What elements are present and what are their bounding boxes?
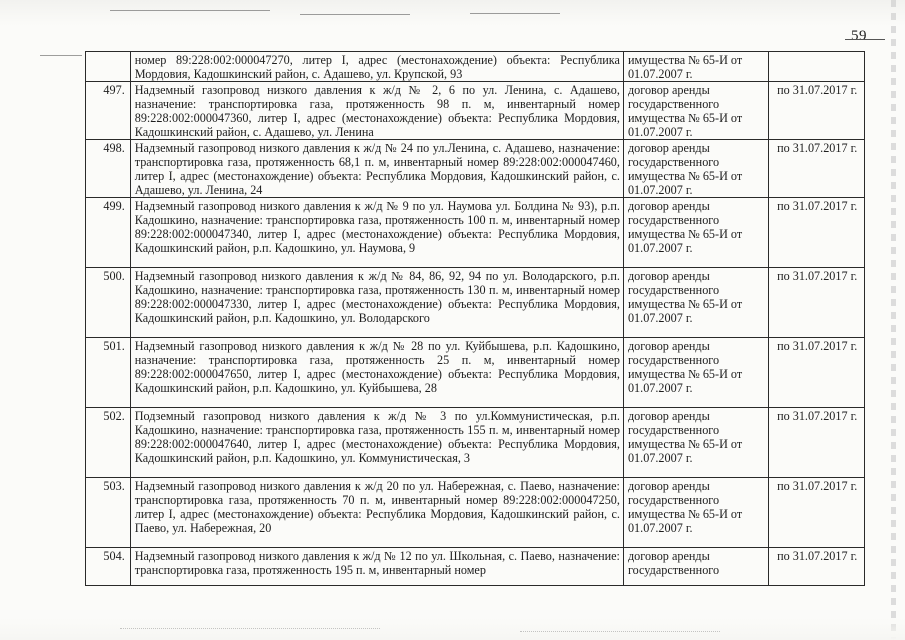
table-row: [86, 82, 865, 140]
object-description: Надземный газопровод низкого давления к ж/д № 24 по ул.Ленина, с. Адашево, назначение: транспортировка газа, протяженность 68,1 п. м, инвентарный номер 89:228:002:000047460, литер I, адрес (местонахождение) объекта: Республика Мордовия, Кадошкинский район, с. Адашево, ул. Ленина, 24: [130, 140, 623, 198]
legal-basis: договор аренды государственного имущества № 65-И от 01.07.2007 г.: [623, 338, 768, 408]
lease-term: по 31.07.2017 г.: [769, 140, 865, 198]
table-row: [86, 408, 865, 478]
scan-bottom-fade: [0, 618, 905, 640]
object-description: Подземный газопровод низкого давления к ж/д № 3 по ул.Коммунистическая, р.п. Кадошкино, назначение: транспортировка газа, протяженность 155 п. м, инвентарный номер 89:228:002:000047640, литер I, адрес (местонахождение) объекта: Республика Мордовия, Кадошкинский район, р.п. Кадошкино, ул. Коммунистическая, 3: [130, 408, 623, 478]
legal-basis: договор аренды государственного имущества № 65-И от 01.07.2007 г.: [623, 82, 768, 140]
scan-artifact-line: [300, 14, 410, 15]
table-row: [86, 52, 865, 82]
table-row: [86, 338, 865, 408]
table-row: [86, 140, 865, 198]
legal-basis: договор аренды государственного имущества № 65-И от 01.07.2007 г.: [623, 198, 768, 268]
scan-artifact-line: [40, 55, 82, 56]
legal-basis: договор аренды государственного имущества № 65-И от 01.07.2007 г.: [623, 140, 768, 198]
lease-term: по 31.07.2017 г.: [769, 548, 865, 586]
row-number: 499.: [86, 198, 131, 268]
lease-term: по 31.07.2017 г.: [769, 478, 865, 548]
lease-term: по 31.07.2017 г.: [769, 338, 865, 408]
object-description: Надземный газопровод низкого давления к ж/д № 2, 6 по ул. Ленина, с. Адашево, назначение: транспортировка газа, протяженность 98 п. м, инвентарный номер 89:228:002:000047360, литер I, адрес (местонахождение) объекта: Республика Мордовия, Кадошкинский район, с. Адашево, ул. Ленина: [130, 82, 623, 140]
row-number: 503.: [86, 478, 131, 548]
legal-basis: договор аренды государственного имущества № 65-И от 01.07.2007 г.: [623, 268, 768, 338]
row-number: 498.: [86, 140, 131, 198]
scan-artifact-line: [470, 13, 560, 14]
row-number: 500.: [86, 268, 131, 338]
row-number: [86, 52, 131, 82]
object-description: Надземный газопровод низкого давления к ж/д № 84, 86, 92, 94 по ул. Володарского, р.п. Кадошкино, назначение: транспортировка газа, протяженность 130 п. м, инвентарный номер 89:228:002:000047330, литер I, адрес (местонахождение) объекта: Республика Мордовия, Кадошкинский район, р.п. Кадошкино, ул. Володарского: [130, 268, 623, 338]
object-description: Надземный газопровод низкого давления к ж/д № 28 по ул. Куйбышева, р.п. Кадошкино, назначение: транспортировка газа, протяженность 25 п. м, инвентарный номер 89:228:002:000047650, литер I, адрес (местонахождение) объекта: Республика Мордовия, Кадошкинский район, р.п. Кадошкино, ул. Куйбышева, 28: [130, 338, 623, 408]
legal-basis: договор аренды государственного: [623, 548, 768, 586]
row-number: 502.: [86, 408, 131, 478]
scan-right-edge: [891, 0, 896, 640]
legal-basis: имущества № 65-И от 01.07.2007 г.: [623, 52, 768, 82]
object-description: Надземный газопровод низкого давления к ж/д № 9 по ул. Наумова ул. Болдина № 93), р.п. Кадошкино, назначение: транспортировка газа, протяженность 100 п. м, инвентарный номер 89:228:002:000047340, литер I, адрес (местонахождение) объекта: Республика Мордовия, Кадошкинский район, р.п. Кадошкино, ул. Наумова, 9: [130, 198, 623, 268]
scan-artifact-line: [520, 631, 720, 632]
page-number: 59: [851, 28, 867, 44]
object-description: Надземный газопровод низкого давления к ж/д № 12 по ул. Школьная, с. Паево, назначение: транспортировка газа, протяженность 195 п. м, инвентарный номер: [130, 548, 623, 586]
table-row: [86, 548, 865, 586]
lease-term: по 31.07.2017 г.: [769, 408, 865, 478]
lease-term: по 31.07.2017 г.: [769, 82, 865, 140]
property-registry-table: [85, 51, 865, 586]
table-row: [86, 268, 865, 338]
scan-artifact-line: [120, 628, 380, 629]
lease-term: по 31.07.2017 г.: [769, 198, 865, 268]
scan-artifact-line: [110, 10, 270, 11]
table-row: [86, 478, 865, 548]
legal-basis: договор аренды государственного имущества № 65-И от 01.07.2007 г.: [623, 478, 768, 548]
scan-top-shadow: [0, 0, 905, 26]
row-number: 501.: [86, 338, 131, 408]
object-description: Надземный газопровод низкого давления к ж/д 20 по ул. Набережная, с. Паево, назначение: транспортировка газа, протяженность 70 п. м, инвентарный номер 89:228:002:000047250, литер I, адрес (местонахождение) объекта: Республика Мордовия, Кадошкинский район, с. Паево, ул. Набережная, 20: [130, 478, 623, 548]
row-number: 504.: [86, 548, 131, 586]
lease-term: [769, 52, 865, 82]
row-number: 497.: [86, 82, 131, 140]
table-row: [86, 198, 865, 268]
legal-basis: договор аренды государственного имущества № 65-И от 01.07.2007 г.: [623, 408, 768, 478]
lease-term: по 31.07.2017 г.: [769, 268, 865, 338]
object-description: номер 89:228:002:000047270, литер I, адрес (местонахождение) объекта: Республика Мордовия, Кадошкинский район, с. Адашево, ул. Крупской, 93: [130, 52, 623, 82]
